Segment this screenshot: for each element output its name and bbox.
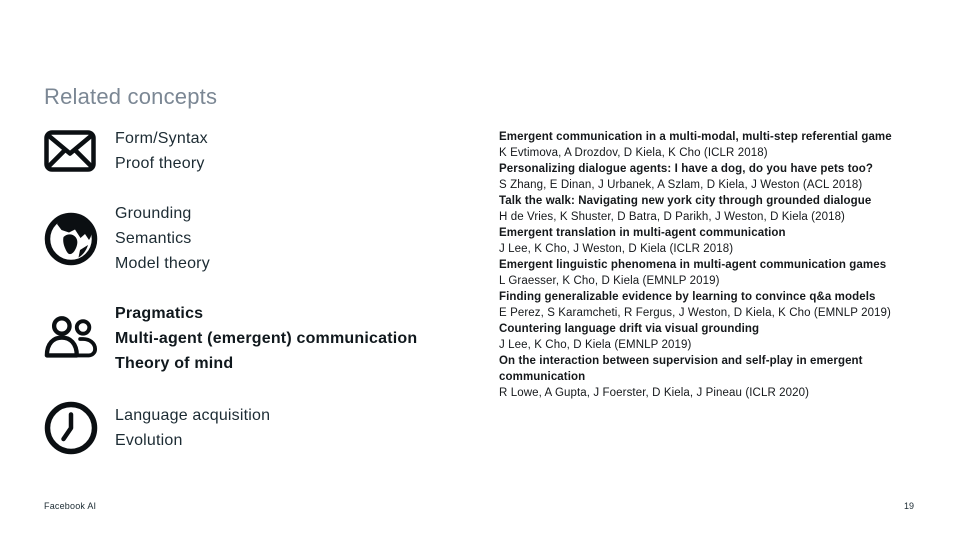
people-icon [44,315,98,363]
globe-icon [44,212,98,266]
reference-item [499,161,898,193]
clock-icon [44,401,98,455]
concept-label: Theory of mind [115,355,234,372]
concept-row [44,126,208,176]
reference-authors: J Lee, K Cho, D Kiela (EMNLP 2019) [499,339,692,351]
reference-authors: E Perez, S Karamcheti, R Fergus, J Weston, D Kiela, K Cho (EMNLP 2019) [499,307,891,319]
concept-label: Multi-agent (emergent) communication [115,330,418,347]
concept-label: Pragmatics [115,305,204,322]
concept-label: Semantics [115,230,192,247]
concept-label: Grounding [115,205,192,222]
reference-item [499,321,898,353]
concept-label: Evolution [115,432,183,449]
reference-item [499,257,898,289]
concept-label: Proof theory [115,155,205,172]
reference-authors: J Lee, K Cho, J Weston, D Kiela (ICLR 2018) [499,243,734,255]
reference-item [499,193,898,225]
reference-authors: S Zhang, E Dinan, J Urbanek, A Szlam, D Kiela, J Weston (ACL 2018) [499,179,863,191]
reference-authors: R Lowe, A Gupta, J Foerster, D Kiela, J Pineau (ICLR 2020) [499,387,810,399]
reference-title: Emergent translation in multi-agent communication [499,227,786,239]
reference-title: Personalizing dialogue agents: I have a dog, do you have pets too? [499,163,874,175]
reference-title: Talk the walk: Navigating new york city through grounded dialogue [499,195,872,207]
reference-item [499,225,898,257]
reference-item [499,129,898,161]
concept-label: Language acquisition [115,407,271,424]
reference-title: Countering language drift via visual grounding [499,323,760,335]
references-list [499,129,898,401]
concept-labels [115,403,270,453]
concept-label: Model theory [115,255,210,272]
page-number: 19 [903,501,914,511]
reference-title: On the interaction between supervision and self-play in emergent communication [499,355,863,383]
concept-row [44,301,417,376]
concept-row [44,201,210,276]
reference-item [499,289,898,321]
reference-title: Emergent communication in a multi-modal, multi-step referential game [499,131,892,143]
reference-title: Finding generalizable evidence by learning to convince q&a models [499,291,876,303]
reference-title: Emergent linguistic phenomena in multi-agent communication games [499,259,887,271]
concept-label: Form/Syntax [115,130,208,147]
reference-authors: L Graesser, K Cho, D Kiela (EMNLP 2019) [499,275,720,287]
concept-labels [115,126,208,176]
concept-labels [115,201,210,276]
concept-labels [115,301,417,376]
reference-authors: H de Vries, K Shuster, D Batra, D Parikh, J Weston, D Kiela (2018) [499,211,845,223]
reference-item [499,353,898,401]
envelope-icon [44,130,98,172]
footer-brand: Facebook AI [44,501,97,511]
page-title: Related concepts [44,84,218,109]
reference-authors: K Evtimova, A Drozdov, D Kiela, K Cho (ICLR 2018) [499,147,768,159]
concept-row [44,401,270,455]
